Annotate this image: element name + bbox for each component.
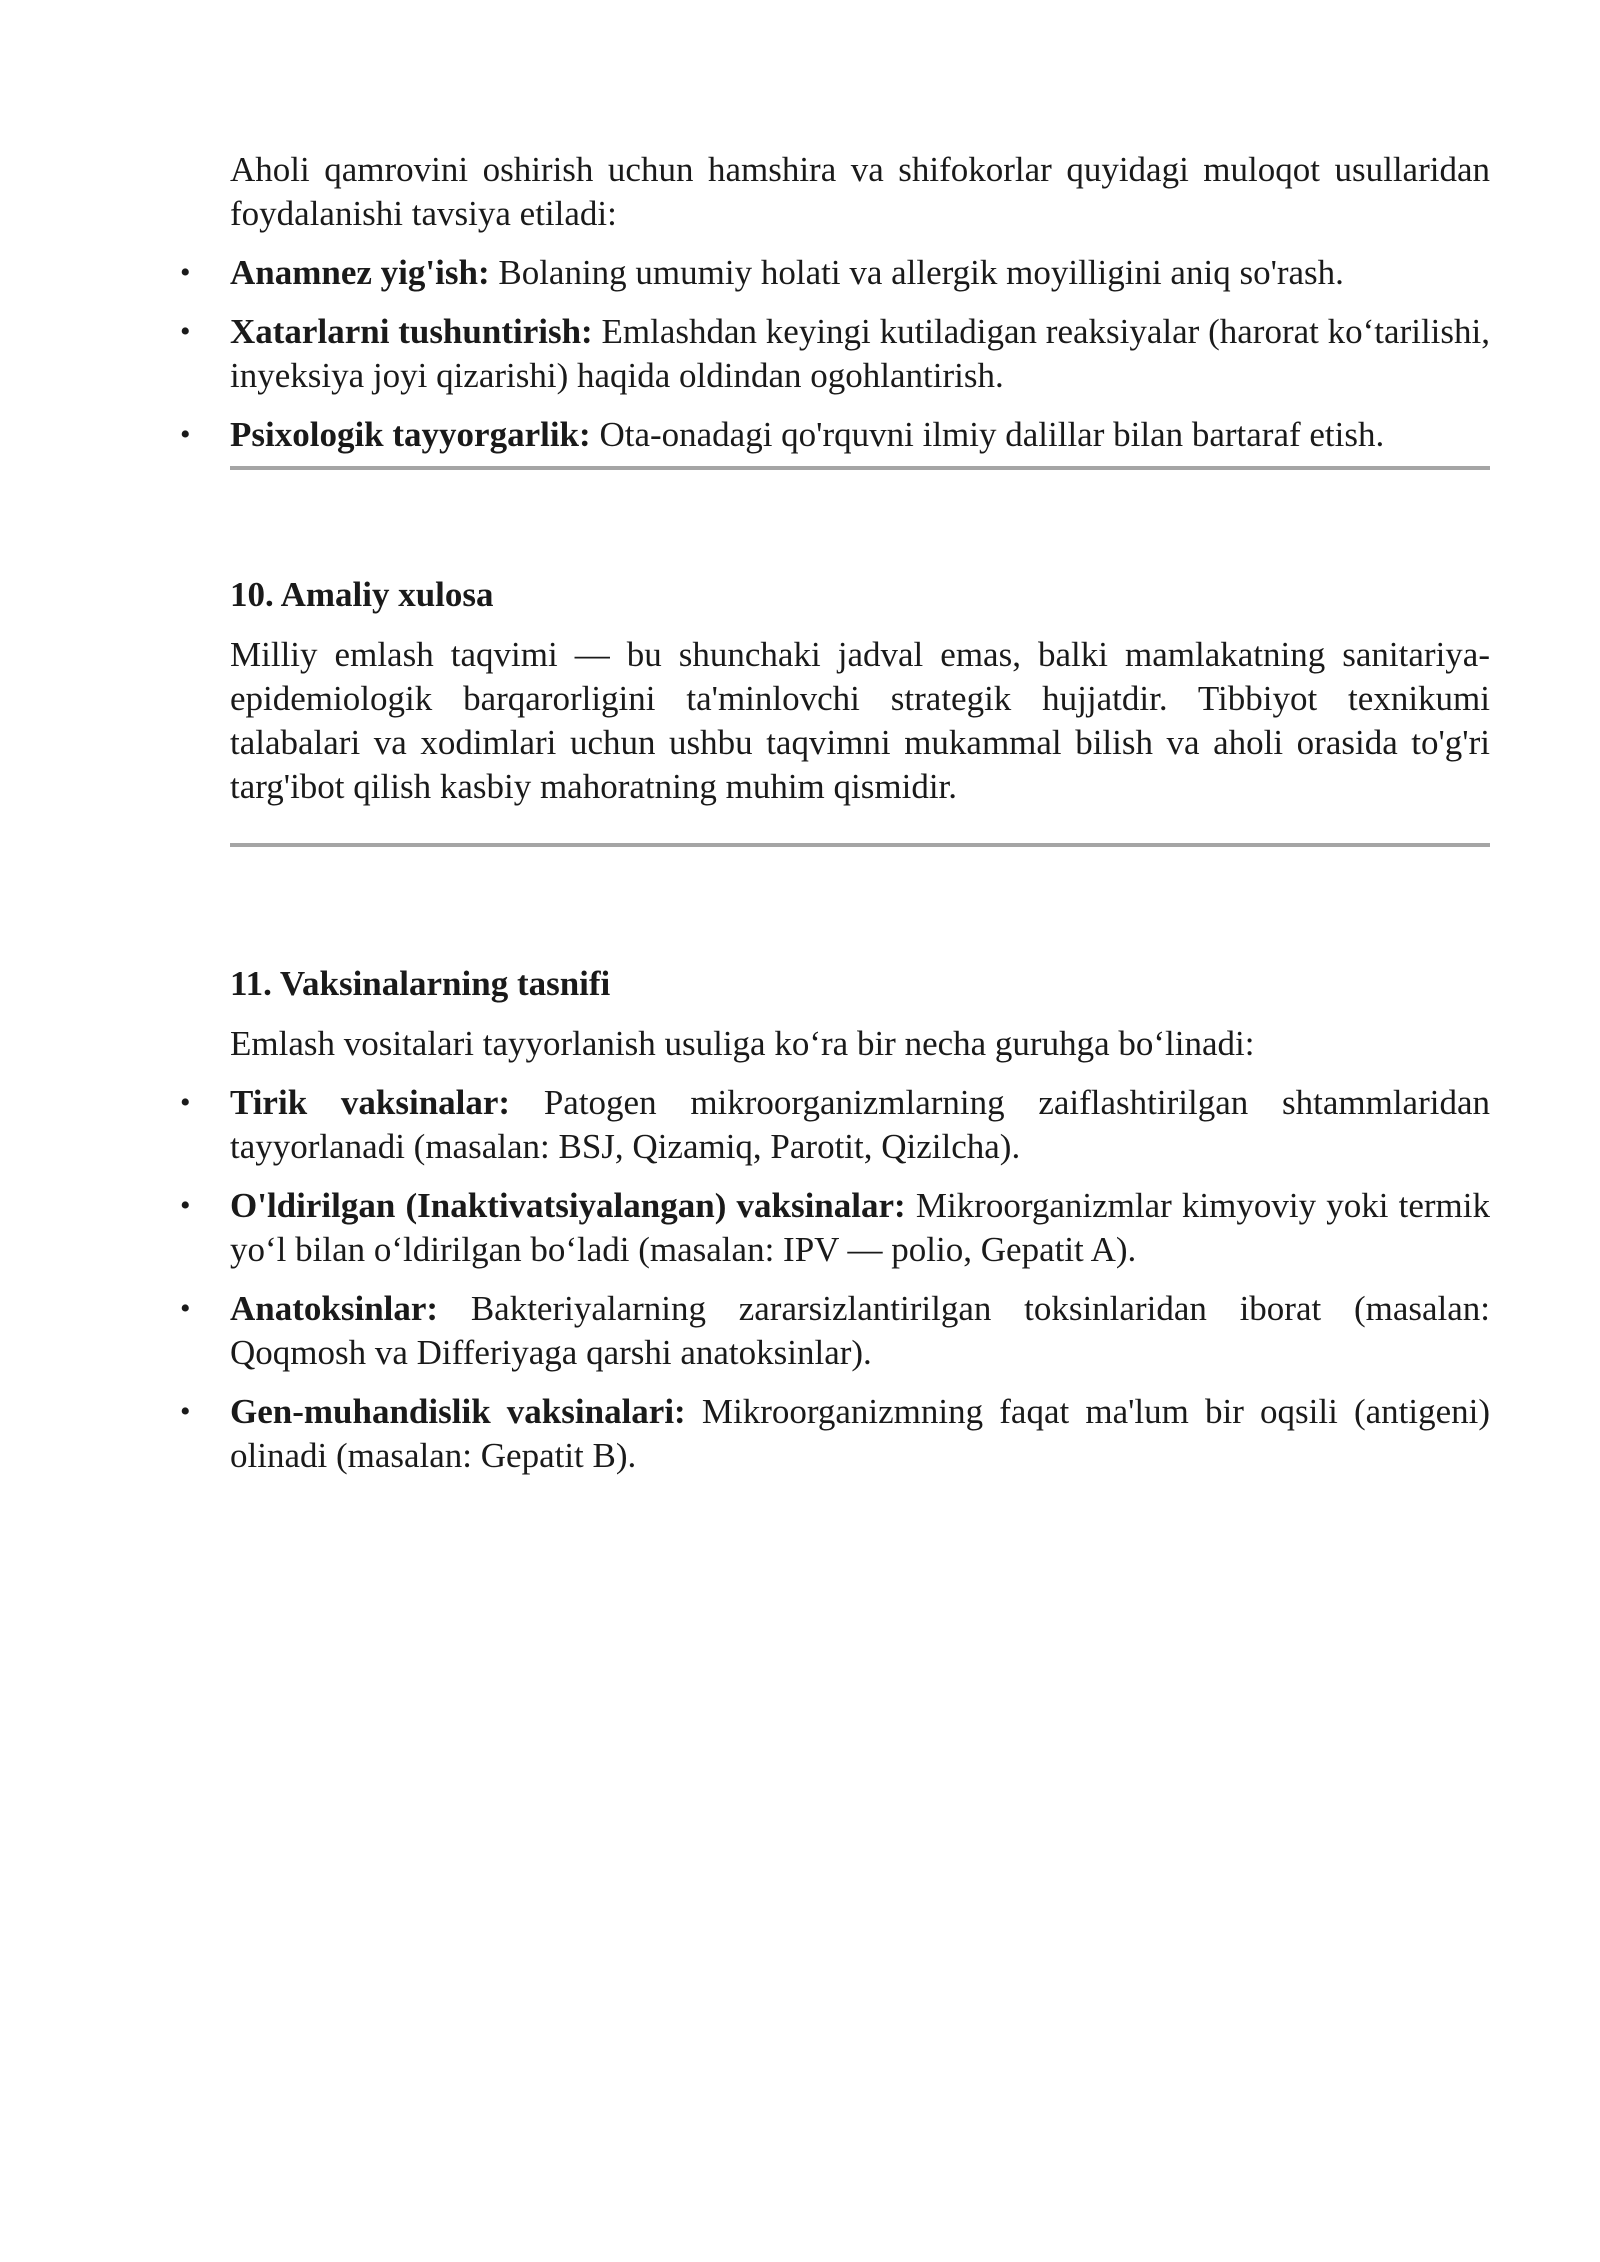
section-10-paragraph: Milliy emlash taqvimi — bu shunchaki jadval emas, balki mamlakatning sanitariya-epidemiologik barqarorligini ta'minlovchi strategik hujjatdir. Tibbiyot texnikumi talabalari va xodimlari uchun ushbu taqvimni mukammal bilish va aholi orasida to'g'ri targ'ibot qilish kasbiy mahoratning muhim qismidir. <box>230 635 1490 806</box>
document-page <box>230 148 1490 1478</box>
communication-methods-list <box>230 251 1490 457</box>
list-item-term: Anamnez yig'ish: <box>230 253 490 292</box>
list-item-term: Gen-muhandislik vaksinalari: <box>230 1392 686 1431</box>
vaccine-types-list <box>230 1081 1490 1478</box>
list-item-text: Ota-onadagi qo'rquvni ilmiy dalillar bilan bartaraf etish. <box>590 415 1385 454</box>
list-item <box>230 413 1490 457</box>
list-item <box>230 1184 1490 1272</box>
section-10-heading: 10. Amaliy xulosa <box>230 575 494 614</box>
section-11-paragraph: Emlash vositalari tayyorlanish usuliga ko‘ra bir necha guruhga bo‘linadi: <box>230 1024 1255 1063</box>
intro-paragraph: Aholi qamrovini oshirish uchun hamshira va shifokorlar quyidagi muloqot usullaridan foydalanishi tavsiya etiladi: <box>230 150 1490 233</box>
list-item <box>230 1287 1490 1375</box>
list-item-text: Mikroorganizmlar kimyoviy yoki termik yo‘l bilan o‘ldirilgan bo‘ladi (masalan: IPV — polio, Gepatit A). <box>230 1186 1490 1269</box>
list-item-text: Bakteriyalarning zararsizlantirilgan toksinlaridan iborat (masalan: Qoqmosh va Differiyaga qarshi anatoksinlar). <box>230 1289 1490 1372</box>
list-item <box>230 310 1490 398</box>
list-item-text: Patogen mikroorganizmlarning zaiflashtirilgan shtammlaridan tayyorlanadi (masalan: BSJ, Qizamiq, Parotit, Qizilcha). <box>230 1083 1490 1166</box>
list-item <box>230 1390 1490 1478</box>
list-item-term: Tirik vaksinalar: <box>230 1083 511 1122</box>
list-item-text: Mikroorganizmning faqat ma'lum bir oqsili (antigeni) olinadi (masalan: Gepatit B). <box>230 1392 1491 1475</box>
list-item-term: Xatarlarni tushuntirish: <box>230 312 593 351</box>
list-item <box>230 1081 1490 1169</box>
list-item <box>230 251 1490 295</box>
list-item-text: Bolaning umumiy holati va allergik moyilligini aniq so'rash. <box>489 253 1344 292</box>
section-11-heading: 11. Vaksinalarning tasnifi <box>230 964 611 1003</box>
horizontal-divider <box>230 466 1490 470</box>
list-item-text: Emlashdan keyingi kutiladigan reaksiyalar (harorat ko‘tarilishi, inyeksiya joyi qizarishi) haqida oldindan ogohlantirish. <box>230 312 1490 395</box>
list-item-term: O'ldirilgan (Inaktivatsiyalangan) vaksinalar: <box>230 1186 906 1225</box>
horizontal-divider <box>230 843 1490 847</box>
list-item-term: Anatoksinlar: <box>230 1289 439 1328</box>
list-item-term: Psixologik tayyorgarlik: <box>230 415 591 454</box>
